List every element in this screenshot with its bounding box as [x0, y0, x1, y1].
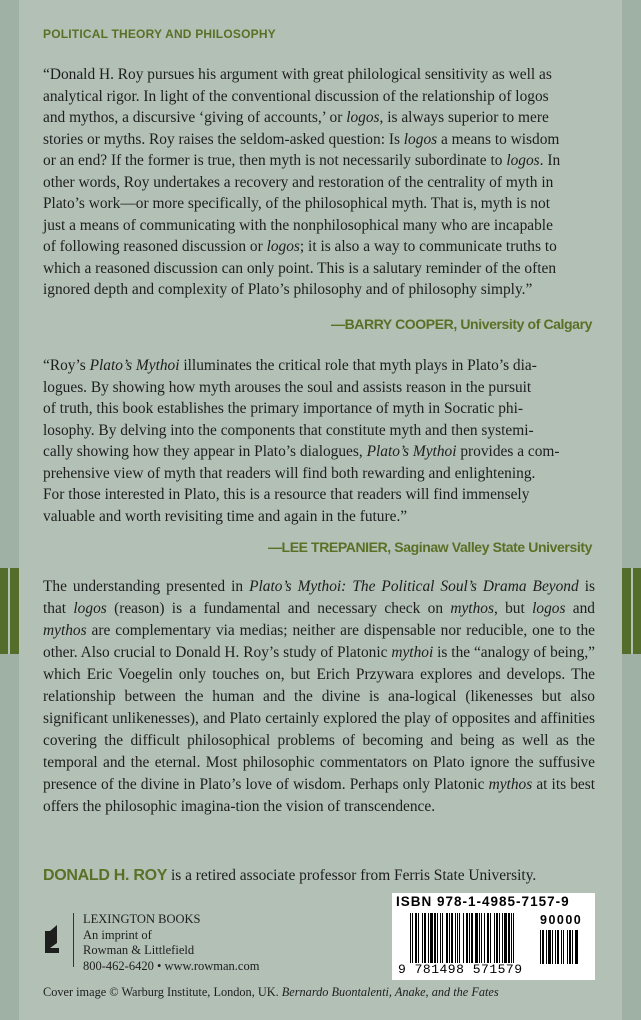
- quote-line: other words, Roy undertakes a recovery and restoration of the centrality of myth in: [43, 173, 554, 191]
- barcode-bar: [540, 930, 541, 964]
- barcode-bar: [437, 913, 438, 963]
- barcode-bar: [502, 913, 503, 963]
- barcode-bar: [494, 913, 495, 963]
- barcode-bar: [563, 930, 564, 964]
- barcode-bar: [481, 913, 482, 963]
- barcode-bar: [440, 913, 441, 963]
- barcode-bar: [572, 930, 573, 964]
- barcode-bar: [434, 913, 436, 963]
- barcode-bar: [567, 930, 568, 964]
- barcode-bar: [446, 913, 448, 963]
- isbn-label: ISBN 978-1-4985-7157-9: [396, 894, 570, 909]
- italic-term: logos: [506, 152, 540, 169]
- barcode-bar: [504, 913, 507, 963]
- quote-line: valuable and worth revisiting time and again in the future.”: [43, 507, 408, 525]
- attribution-1: —BARRY COOPER, University of Calgary: [331, 316, 592, 332]
- barcode-bar: [508, 913, 510, 963]
- endorsement-quote-1: [43, 64, 595, 301]
- barcode-bar: [484, 913, 485, 963]
- credit-text: Cover image © Warburg Institute, London, UK.: [43, 985, 282, 999]
- italic-term: mythoi: [391, 644, 434, 661]
- barcode-bar: [424, 913, 426, 963]
- italic-term: logos: [73, 600, 107, 617]
- quote-line: ignored depth and complexity of Plato’s philosophy and of philosophy simply.”: [43, 281, 533, 298]
- publisher-divider: [73, 913, 74, 967]
- italic-term: mythos: [450, 600, 494, 617]
- quote-line: logues. By showing how myth arouses the soul and assists reason in the pursuit: [43, 378, 532, 396]
- barcode-bar: [575, 930, 578, 964]
- desc-text: is that: [43, 578, 595, 617]
- author-bio: [43, 867, 536, 885]
- quote-text: ; it is also a way to communicate truths to: [299, 238, 557, 255]
- quote-text: a means to wisdom: [437, 130, 560, 148]
- quote-line: which a reasoned discussion can only point. This is a salutary reminder of the often: [43, 259, 557, 277]
- barcode-digits: 9 781498 571579: [398, 962, 523, 977]
- barcode-bar: [410, 913, 411, 963]
- barcode-bar: [463, 913, 464, 963]
- desc-text: and: [565, 600, 595, 617]
- book-description: [43, 576, 595, 818]
- italic-term: mythos: [488, 776, 533, 793]
- quote-line: analytical rigor. In light of the conventional discussion of the relationship of logos: [43, 87, 549, 105]
- barcode-addon-bars: [540, 930, 590, 964]
- quote-text: . In: [539, 152, 561, 169]
- barcode-bar: [552, 930, 553, 964]
- barcode-bar: [490, 913, 491, 963]
- lexington-logo-icon: [41, 913, 67, 961]
- barcode-addon-number: 90000: [540, 913, 583, 927]
- italic-term: logos: [532, 600, 566, 617]
- quote-line: Plato’s work—or more specifically, of the philosophical myth. That is, myth is not: [43, 195, 550, 212]
- barcode-bars: [410, 913, 534, 963]
- barcode-bar: [557, 930, 559, 964]
- quote-text: cally showing how they appear in Plato’s dialogues,: [43, 443, 367, 460]
- barcode-bar: [546, 930, 547, 964]
- italic-title: Plato’s Mythoi: The Political Soul’s Drama Beyond: [249, 578, 579, 595]
- barcode-bar: [466, 913, 468, 963]
- publisher-parent: Rowman & Littlefield: [83, 943, 195, 957]
- italic-term: mythos: [43, 622, 87, 639]
- quote-line: prehensive view of myth that readers will find both rewarding and enlightening.: [43, 464, 536, 482]
- barcode-bar: [422, 913, 423, 963]
- desc-text: at its best offers the philosophic imagina-tion the vision of transcendence.: [43, 776, 596, 815]
- italic-term: logos: [266, 238, 300, 255]
- desc-text: The understanding presented in: [43, 578, 250, 595]
- quote-text: provides a com-: [456, 443, 560, 460]
- quote-text: illuminates the critical role that myth plays in Plato’s dia-: [179, 357, 537, 374]
- barcode-bar: [555, 930, 556, 964]
- barcode-bar: [561, 930, 562, 964]
- bio-text: is a retired associate professor from Ferris State University.: [167, 867, 537, 884]
- barcode-bar: [471, 913, 473, 963]
- publisher-name: LEXINGTON BOOKS: [83, 912, 201, 926]
- quote-text: stories or myths. Roy raises the seldom-asked question: Is: [43, 130, 404, 148]
- barcode-bar: [451, 913, 453, 963]
- barcode-bar: [457, 913, 458, 963]
- desc-text: are complementary via medias; neither are dispensable nor reducible, one to the other. Also crucial to Donald H. Roy’s study of Platonic: [43, 622, 595, 661]
- quote-text: or an end? If the former is true, then myth is not necessarily subordinate to: [43, 152, 507, 169]
- barcode-bar: [513, 913, 514, 963]
- barcode-bar: [496, 913, 498, 963]
- left-border: [0, 0, 19, 1020]
- quote-line: losophy. By delving into the components that constitute myth and then systemi-: [43, 421, 534, 439]
- band-stripe: [8, 568, 10, 654]
- quote-line: just a means of communicating with the nonphilosophical many who are incapable: [43, 216, 553, 234]
- barcode-bar: [430, 913, 433, 963]
- barcode-bar: [415, 913, 417, 963]
- barcode-bar: [479, 913, 480, 963]
- barcode-bar: [449, 913, 450, 963]
- attribution-2: —LEE TREPANIER, Saginaw Valley State University: [267, 539, 592, 555]
- publisher-info: [83, 912, 259, 974]
- endorsement-quote-2: [43, 355, 595, 527]
- author-name: DONALD H. ROY: [43, 867, 168, 884]
- barcode-bar: [412, 913, 413, 963]
- barcode-bar: [542, 930, 544, 964]
- quote-line: “Donald H. Roy pursues his argument with great philological sensitivity as well as: [43, 66, 552, 83]
- cover-image-credit: [43, 985, 499, 1000]
- desc-text: is the “analogy of being,” which Eric Voegelin only touches on, but Erich Przywara explores and develops. The relationship between the human and the divine is ana-logical (likenesses but also significant unlikenesses), and Plato certainly explored the play of opposites and affinities covering the difficult philosophical problems of becoming and being as well as the temporal and the eternal. Most philosophic commentators on Plato ignore the suffusive presence of the divine in Plato’s love of wisdom. Perhaps only Platonic: [43, 644, 595, 793]
- category-label: POLITICAL THEORY AND PHILOSOPHY: [43, 27, 276, 41]
- barcode-bar: [487, 913, 489, 963]
- barcode-bar: [548, 930, 551, 964]
- band-stripe: [631, 568, 633, 654]
- barcode-bar: [418, 913, 419, 963]
- barcode-bar: [428, 913, 429, 963]
- publisher-imprint: An imprint of: [83, 927, 152, 942]
- barcode-bar: [499, 913, 500, 963]
- right-border: [622, 0, 641, 1020]
- quote-text: of following reasoned discussion or: [43, 238, 267, 255]
- quote-line: For those interested in Plato, this is a resource that readers will find immensely: [43, 486, 530, 503]
- italic-term: logos: [346, 109, 380, 126]
- barcode-bar: [475, 913, 478, 963]
- desc-text: , but: [493, 600, 533, 617]
- barcode-bar: [442, 913, 443, 963]
- publisher-contact: 800-462-6420 • www.rowman.com: [83, 958, 260, 973]
- credit-title: Bernardo Buontalenti, Anake, and the Fates: [281, 985, 499, 999]
- desc-text: (reason) is a fundamental and necessary check on: [106, 600, 451, 617]
- italic-title: Plato’s Mythoi: [366, 443, 457, 460]
- barcode-bar: [455, 913, 456, 963]
- quote-text: “Roy’s: [43, 357, 90, 374]
- quote-text: , is always superior to mere: [379, 109, 549, 126]
- quote-line: of truth, this book establishes the primary importance of myth in Socratic phi-: [43, 400, 524, 417]
- italic-title: Plato’s Mythoi: [89, 357, 180, 374]
- barcode-bar: [469, 913, 470, 963]
- quote-text: and mythos, a discursive ‘giving of accounts,’ or: [43, 109, 347, 126]
- barcode-bar: [511, 913, 512, 963]
- italic-term: logos: [403, 130, 438, 148]
- barcode-bar: [569, 930, 571, 964]
- barcode-bar: [459, 913, 460, 963]
